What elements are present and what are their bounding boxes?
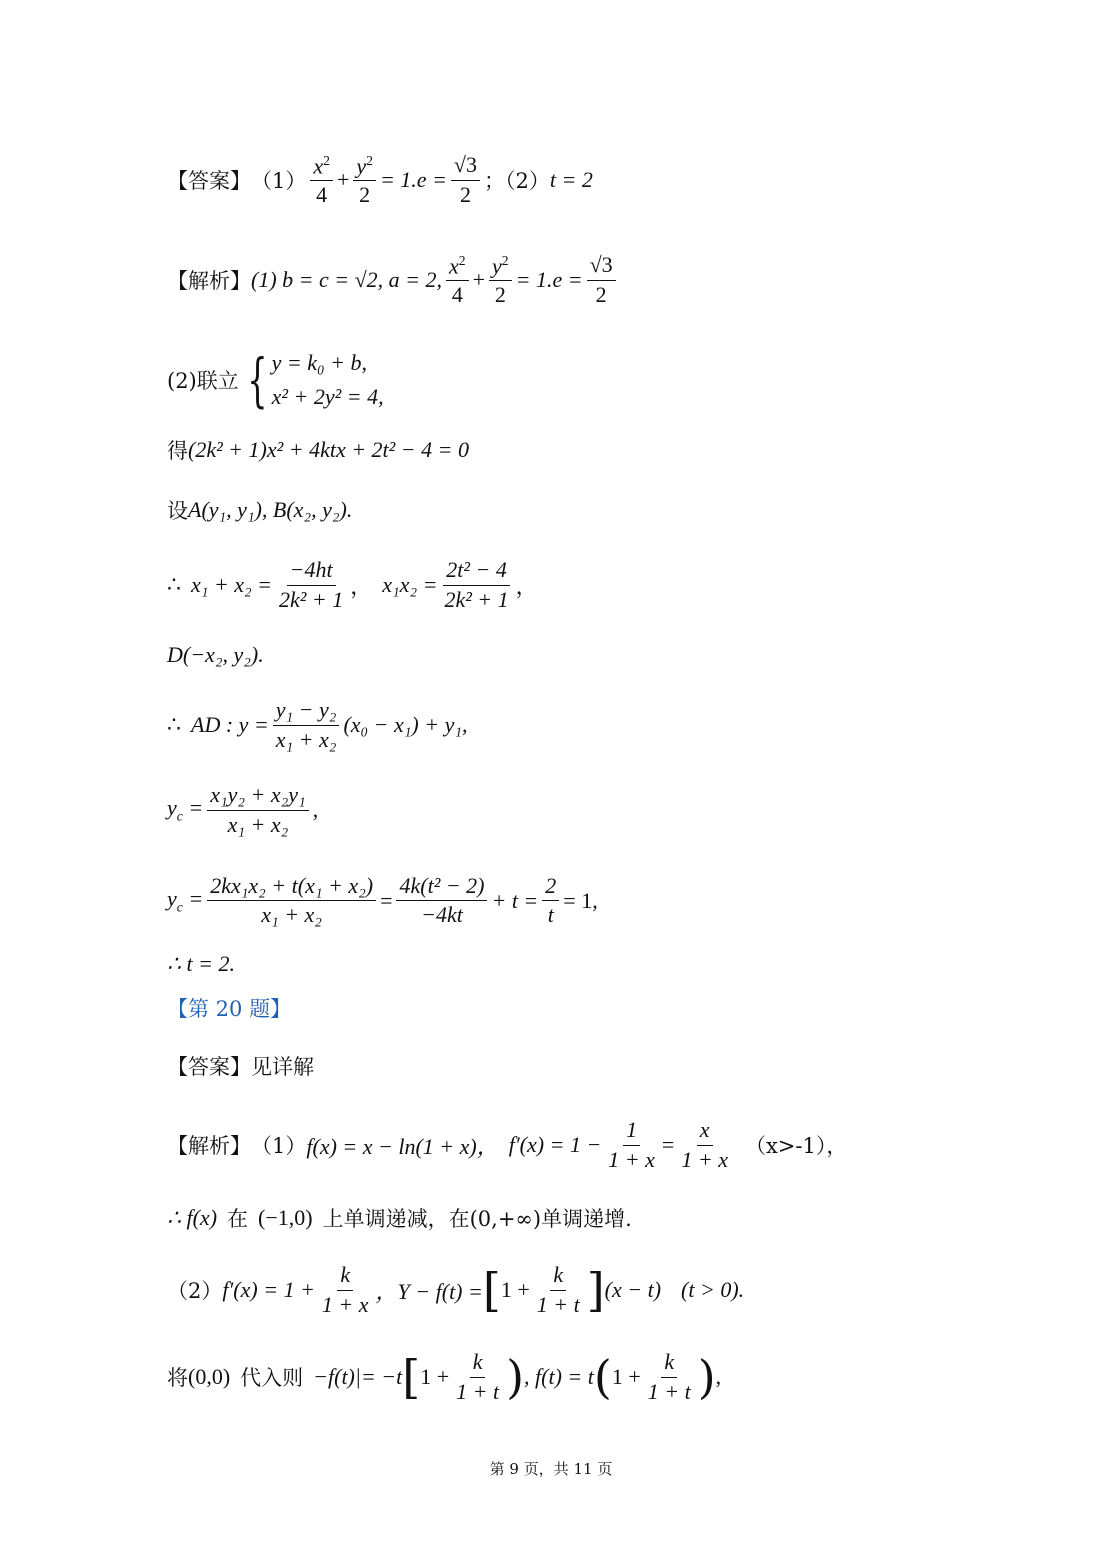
prod-lhs: x₁x₂ = <box>382 572 438 597</box>
yc1-y: y <box>167 795 177 821</box>
q20-monotonic-line <box>167 1200 1042 1236</box>
q20-fp2-frac: $\frac{k}{1 + x}$ <box>321 1262 369 1317</box>
page-footer: 第 9 页，共 11 页 <box>489 1460 613 1478</box>
q20-fx: f(x) = x − ln(1 + x)， <box>306 1133 499 1159</box>
q20-fpx: f′(x) = 1 − <box>508 1132 602 1157</box>
ad-frac: $\frac{\text{y₁ − y₂}}{\text{x₁ + x₂}}$ <box>273 698 340 751</box>
yc2-frac-2: $\frac{\text{4k(t² − 2)}}{-4kt}$ <box>396 874 487 927</box>
sub-frac-1: $\frac{k}{1 + t}$ <box>456 1349 500 1404</box>
tangent-cond: (t > 0). <box>681 1277 745 1302</box>
sub-lhs: −f(t)|= −t <box>313 1364 403 1389</box>
tangent-frac: $\frac{k}{1 + t}$ <box>536 1262 580 1317</box>
analysis-prev-line: 【解析】 (1) b = c = √2, a = 2, $\frac{x^2}{4}$ + $\frac{y^2}{2}$ = 1.e = $\frac{√3}{2}$ <box>167 250 1042 310</box>
analysis-eq-rest: = 1.e = <box>515 267 583 292</box>
answer-part1: （1） <box>251 169 307 193</box>
answer-e-frac: $\frac{√3}{2}$ <box>451 153 480 206</box>
yc-line-2: $y_c$ = $\frac{\text{2kx₁x₂ + t(x₁ + x₂)}}{\text{x₁ + x₂}}$ = $\frac{\text{4k(t² − 2)}}{-4kt}$ + t = $\frac{2}{t}$ = 1, <box>167 872 598 927</box>
d-point: D(−x₂, y₂). <box>167 642 264 667</box>
yc1-frac: $\frac{\text{x₁y₂ + x₂y₁}}{\text{x₁ + x₂}}$ <box>207 783 309 836</box>
d-point-line <box>167 635 1042 675</box>
q20-fpx-frac-2: $\frac{x}{1 + x}$ <box>681 1117 728 1172</box>
sub-prefix: 将 <box>167 1366 188 1390</box>
ad-lhs: AD : y = <box>191 712 269 737</box>
q20-answer-tag: 【答案】 <box>167 1055 251 1079</box>
answer-x-frac: $\frac{x^2}{4}$ <box>310 153 333 208</box>
answer-tag: 【答案】 <box>167 169 251 193</box>
q20-fp2: f′(x) = 1 + <box>222 1277 315 1302</box>
answer-prev-line: 【答案】 （1） $\frac{x^2}{4}$ + $\frac{y^2}{2}$ = 1.e = $\frac{√3}{2}$ ；（2） t = 2 <box>167 152 593 208</box>
sub-one-2: 1 + <box>611 1364 641 1389</box>
q20-analysis-tag: 【解析】 <box>167 1134 251 1158</box>
q20-part2-line: （2） f′(x) = 1 + $\frac{k}{1 + x}$ ，Y − f(t) = [ 1 + $\frac{k}{1 + t}$ ] (x − t) (t > 0). <box>167 1262 745 1317</box>
prod-frac: $\frac{\text{2t² − 4}}{\text{2k² + 1}}$ <box>444 557 509 612</box>
quadratic-eq: (2k² + 1)x² + 4ktx + 2t² − 4 = 0 <box>188 437 469 462</box>
lianli-label: (2)联立 <box>167 369 239 393</box>
answer-sep: ；（2） <box>484 169 550 193</box>
system-eq-1: y = k₀ + b, <box>271 350 368 375</box>
sub-frac-2: $\frac{k}{1 + t}$ <box>647 1349 691 1404</box>
sub-text: 代入则 <box>240 1366 304 1390</box>
q20-answer-text: 见详解 <box>251 1055 314 1079</box>
set-points-line <box>167 490 1042 530</box>
analysis-p1-text: (1) b = c = √2, a = 2, <box>251 267 443 292</box>
answer-eq-rest: = 1.e = <box>379 167 447 192</box>
final-line <box>167 946 1042 982</box>
system-eq-2: x² + 2y² = 4, <box>271 384 384 409</box>
tangent-lhs: ，Y − f(t) = <box>375 1278 483 1304</box>
yc2-frac-1: $\frac{\text{2kx₁x₂ + t(x₁ + x₂)}}{\text{x₁ + x₂}}$ <box>207 874 376 927</box>
answer-p2-value: t = 2 <box>549 167 593 192</box>
yc2-plus: + t = <box>491 887 539 913</box>
therefore-symbol: ∴ <box>167 572 181 597</box>
de-prefix: 得 <box>167 439 188 463</box>
final-result: ∴ t = 2. <box>167 951 235 976</box>
sum-frac: $\frac{-4ht}{\text{2k² + 1}}$ <box>279 557 344 612</box>
question-20-heading <box>167 990 1042 1026</box>
q20-analysis-line: 【解析】 （1） f(x) = x − ln(1 + x)， f′(x) = 1 − $\frac{1}{1 + x}$ = $\frac{x}{1 + x}$ （x>-1）， <box>167 1117 848 1172</box>
yc2-frac-3: $\frac{2}{t}$ <box>542 874 559 927</box>
vieta-line: ∴ x₁ + x₂ = $\frac{-4ht}{\text{2k² + 1}}$ ， x₁x₂ = $\frac{\text{2t² − 4}}{\text{2k² + 1}}$ ， <box>167 557 538 612</box>
q20-p2: （2） <box>167 1279 223 1303</box>
q20-domain: （x>-1）， <box>744 1134 848 1158</box>
q20-answer-line <box>167 1048 1042 1084</box>
sub-point: (0,0) <box>188 1364 231 1389</box>
points-def: A(y₁, y₁), B(x₂, y₂). <box>188 497 353 522</box>
analysis-y-frac: $\frac{y^2}{2}$ <box>489 253 512 308</box>
she-prefix: 设 <box>167 499 188 523</box>
yc-line-1: $y_c$ = $\frac{\text{x₁y₂ + x₂y₁}}{\text{x₁ + x₂}}$ , <box>167 782 319 837</box>
q20-p1: （1） <box>251 1134 307 1158</box>
brace-icon: { <box>247 345 268 414</box>
sub-one: 1 + <box>420 1364 450 1389</box>
ad-rest: (x₀ − x₁) + y₁, <box>343 712 468 737</box>
derived-line <box>167 430 1042 470</box>
yc2-end: = 1, <box>563 887 598 913</box>
analysis-tag: 【解析】 <box>167 269 251 293</box>
q20-heading: 【第 20 题】 <box>167 997 292 1021</box>
sub-end: , <box>715 1364 722 1389</box>
analysis-x-frac: $\frac{x^2}{4}$ <box>446 253 469 308</box>
mono-text: 上单调递减，在(0,+∞)单调递增. <box>322 1207 632 1231</box>
sub-mid: , f(t) = t <box>524 1364 594 1389</box>
q20-substitute-line: 将 (0,0) 代入则 −f(t)|= −t [ 1 + $\frac{k}{1 + t}$ ) , f(t) = t ( 1 + $\frac{k}{1 + t}$ ) , <box>167 1349 722 1404</box>
answer-y-frac: $\frac{y^2}{2}$ <box>353 153 376 208</box>
tangent-rest: (x − t) <box>604 1277 662 1302</box>
analysis-e-frac: $\frac{√3}{2}$ <box>587 253 616 306</box>
tangent-one: 1 + <box>500 1277 530 1302</box>
system-line <box>167 345 1042 415</box>
mono-in: 在 <box>227 1207 249 1231</box>
mono-interval: (−1,0) <box>258 1205 313 1230</box>
equation-system <box>239 345 384 414</box>
sum-lhs: x₁ + x₂ = <box>191 572 273 597</box>
q20-fpx-frac-1: $\frac{1}{1 + x}$ <box>608 1117 655 1172</box>
mono-lhs: ∴ f(x) <box>167 1205 218 1230</box>
ad-line: ∴ AD : y = $\frac{\text{y₁ − y₂}}{\text{x₁ + x₂}}$ (x₀ − x₁) + y₁, <box>167 697 468 752</box>
